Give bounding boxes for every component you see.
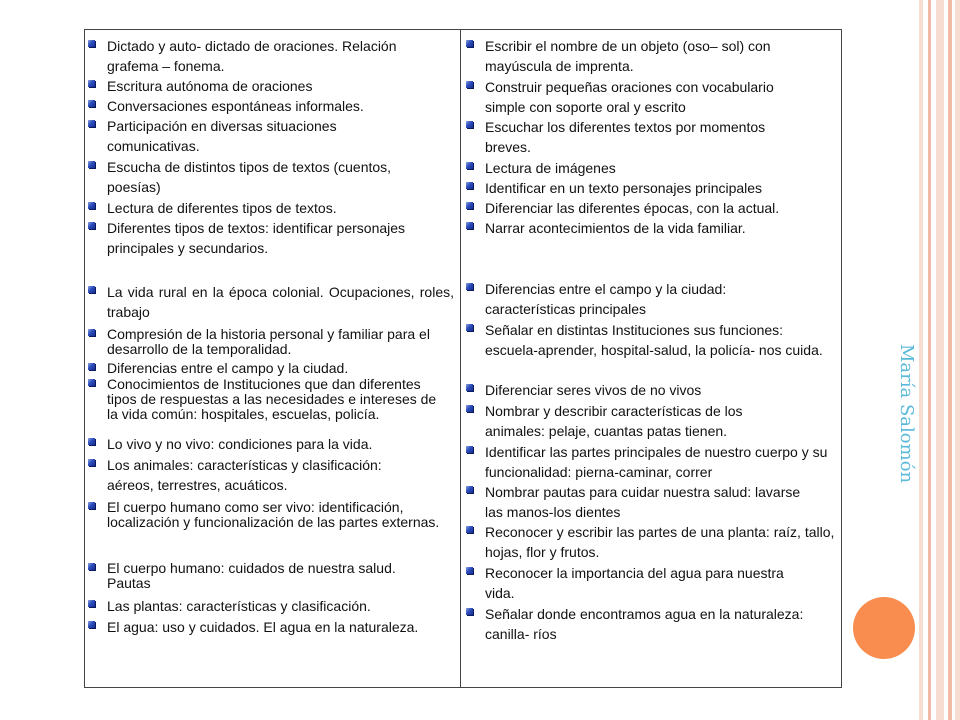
bullet-icon	[88, 363, 95, 370]
orange-circle	[853, 597, 915, 659]
item-text: Lectura de diferentes tipos de textos.	[107, 200, 337, 216]
list-item	[88, 561, 438, 591]
list-item	[88, 116, 388, 156]
list-item	[88, 361, 458, 376]
bullet-icon	[88, 600, 95, 607]
item-text: Diferenciar las diferentes épocas, con la actual.	[485, 200, 780, 216]
item-text: Construir pequeñas oraciones con vocabulario simple con soporte oral y escrito	[485, 79, 774, 115]
bullet-icon	[88, 80, 95, 87]
list-item	[466, 401, 756, 441]
list-item	[466, 158, 836, 178]
list-item	[466, 563, 806, 603]
item-text: Lectura de imágenes	[485, 160, 616, 176]
item-text: El cuerpo humano: cuidados de nuestra salud. Pautas	[107, 560, 396, 591]
bullet-icon	[88, 502, 95, 509]
item-text: Nombrar pautas para cuidar nuestra salud: lavarse las manos-los dientes	[485, 484, 801, 520]
item-text: Conversaciones espontáneas informales.	[107, 98, 364, 114]
item-text: La vida rural en la época colonial. Ocupaciones, roles, trabajo	[107, 284, 454, 320]
item-text: El agua: uso y cuidados. El agua en la naturaleza.	[107, 619, 419, 635]
item-text: Señalar en distintas Instituciones sus funciones: escuela-aprender, hospital-salud, la policía- nos cuida.	[485, 322, 823, 358]
bullet-icon	[88, 563, 95, 570]
item-text: Las plantas: características y clasificación.	[107, 598, 371, 614]
item-text: El cuerpo humano como ser vivo: identificación, localización y funcionalización de las partes externas.	[107, 499, 440, 530]
item-text: Reconocer y escribir las partes de una planta: raíz, tallo, hojas, flor y frutos.	[485, 524, 835, 560]
author-name: María Salomón	[896, 344, 917, 484]
list-item	[88, 96, 458, 116]
list-item	[88, 218, 438, 258]
bullet-icon	[88, 286, 95, 293]
item-text: Escucha de distintos tipos de textos (cuentos, poesías)	[107, 159, 392, 195]
list-item	[466, 380, 836, 400]
list-item	[88, 36, 418, 76]
decorative-stripe	[919, 0, 923, 720]
bullet-icon	[466, 486, 473, 493]
bullet-icon	[466, 121, 473, 128]
bullet-icon	[466, 446, 473, 453]
bullet-icon	[466, 567, 473, 574]
list-item	[466, 320, 826, 360]
bullet-icon	[88, 222, 95, 229]
bullet-icon	[88, 120, 95, 127]
item-text: Dictado y auto- dictado de oraciones. Relación grafema – fonema.	[107, 38, 397, 74]
list-item	[466, 77, 811, 117]
bullet-icon	[88, 100, 95, 107]
list-item	[88, 76, 458, 96]
bullet-icon	[466, 405, 473, 412]
list-item	[466, 604, 836, 644]
list-item	[466, 442, 840, 482]
list-item	[88, 377, 448, 422]
item-text: Diferencias entre el campo y la ciudad.	[107, 360, 349, 376]
bullet-icon	[466, 162, 473, 169]
list-item	[88, 327, 460, 357]
item-text: Lo vivo y no vivo: condiciones para la vida.	[107, 436, 373, 452]
item-text: Narrar acontecimientos de la vida familiar.	[485, 220, 746, 236]
bullet-icon	[88, 329, 95, 336]
bullet-icon	[466, 40, 473, 47]
list-item	[466, 522, 836, 562]
list-item	[466, 218, 836, 238]
list-item	[466, 36, 811, 76]
item-text: Conocimientos de Instituciones que dan diferentes tipos de respuestas a las necesidades e intereses de la vida común: hospitales, escuelas, policía.	[107, 376, 437, 422]
bullet-icon	[88, 379, 95, 386]
bullet-icon	[88, 438, 95, 445]
bullet-icon	[88, 621, 95, 628]
list-item	[88, 434, 458, 454]
bullet-icon	[466, 81, 473, 88]
bullet-icon	[466, 608, 473, 615]
decorative-stripe	[948, 0, 952, 720]
item-text: Los animales: características y clasificación: aéreos, terrestres, acuáticos.	[107, 457, 382, 493]
list-item	[88, 282, 454, 322]
item-text: Reconocer la importancia del agua para nuestra vida.	[485, 565, 784, 601]
item-text: Diferentes tipos de textos: identificar personajes principales y secundarios.	[107, 220, 406, 256]
list-item	[466, 178, 836, 198]
decorative-stripe	[928, 0, 931, 720]
item-text: Identificar las partes principales de nuestro cuerpo y su funcionalidad: pierna-caminar, correr	[485, 444, 828, 480]
decorative-stripe	[955, 0, 960, 720]
bullet-icon	[88, 459, 95, 466]
bullet-icon	[466, 526, 473, 533]
item-text: Participación en diversas situaciones comunicativas.	[107, 118, 337, 154]
item-text: Diferenciar seres vivos de no vivos	[485, 382, 702, 398]
bullet-icon	[466, 283, 473, 290]
item-text: Identificar en un texto personajes principales	[485, 180, 763, 196]
bullet-icon	[88, 202, 95, 209]
bullet-icon	[466, 384, 473, 391]
list-item	[88, 198, 458, 218]
item-text: Diferencias entre el campo y la ciudad: características principales	[485, 281, 727, 317]
bullet-icon	[466, 222, 473, 229]
list-item	[88, 455, 418, 495]
list-item	[88, 617, 458, 637]
list-item	[88, 596, 458, 616]
list-item	[88, 500, 448, 530]
item-text: Escuchar los diferentes textos por momentos breves.	[485, 119, 766, 155]
list-item	[466, 279, 796, 319]
bullet-icon	[466, 202, 473, 209]
bullet-icon	[88, 40, 95, 47]
decorative-stripe	[936, 0, 944, 720]
list-item	[466, 198, 836, 218]
list-item	[466, 482, 811, 522]
item-text: Nombrar y describir características de los animales: pelaje, cuantas patas tienen.	[485, 403, 743, 439]
bullet-icon	[466, 182, 473, 189]
column-divider	[460, 29, 461, 688]
bullet-icon	[88, 161, 95, 168]
list-item	[88, 157, 423, 197]
bullet-icon	[466, 324, 473, 331]
list-item	[466, 117, 806, 157]
item-text: Escritura autónoma de oraciones	[107, 78, 313, 94]
item-text: Compresión de la historia personal y familiar para el desarrollo de la temporalidad.	[107, 326, 430, 357]
item-text: Escribir el nombre de un objeto (oso– sol) con mayúscula de imprenta.	[485, 38, 771, 74]
item-text: Señalar donde encontramos agua en la naturaleza: canilla- ríos	[485, 606, 804, 642]
